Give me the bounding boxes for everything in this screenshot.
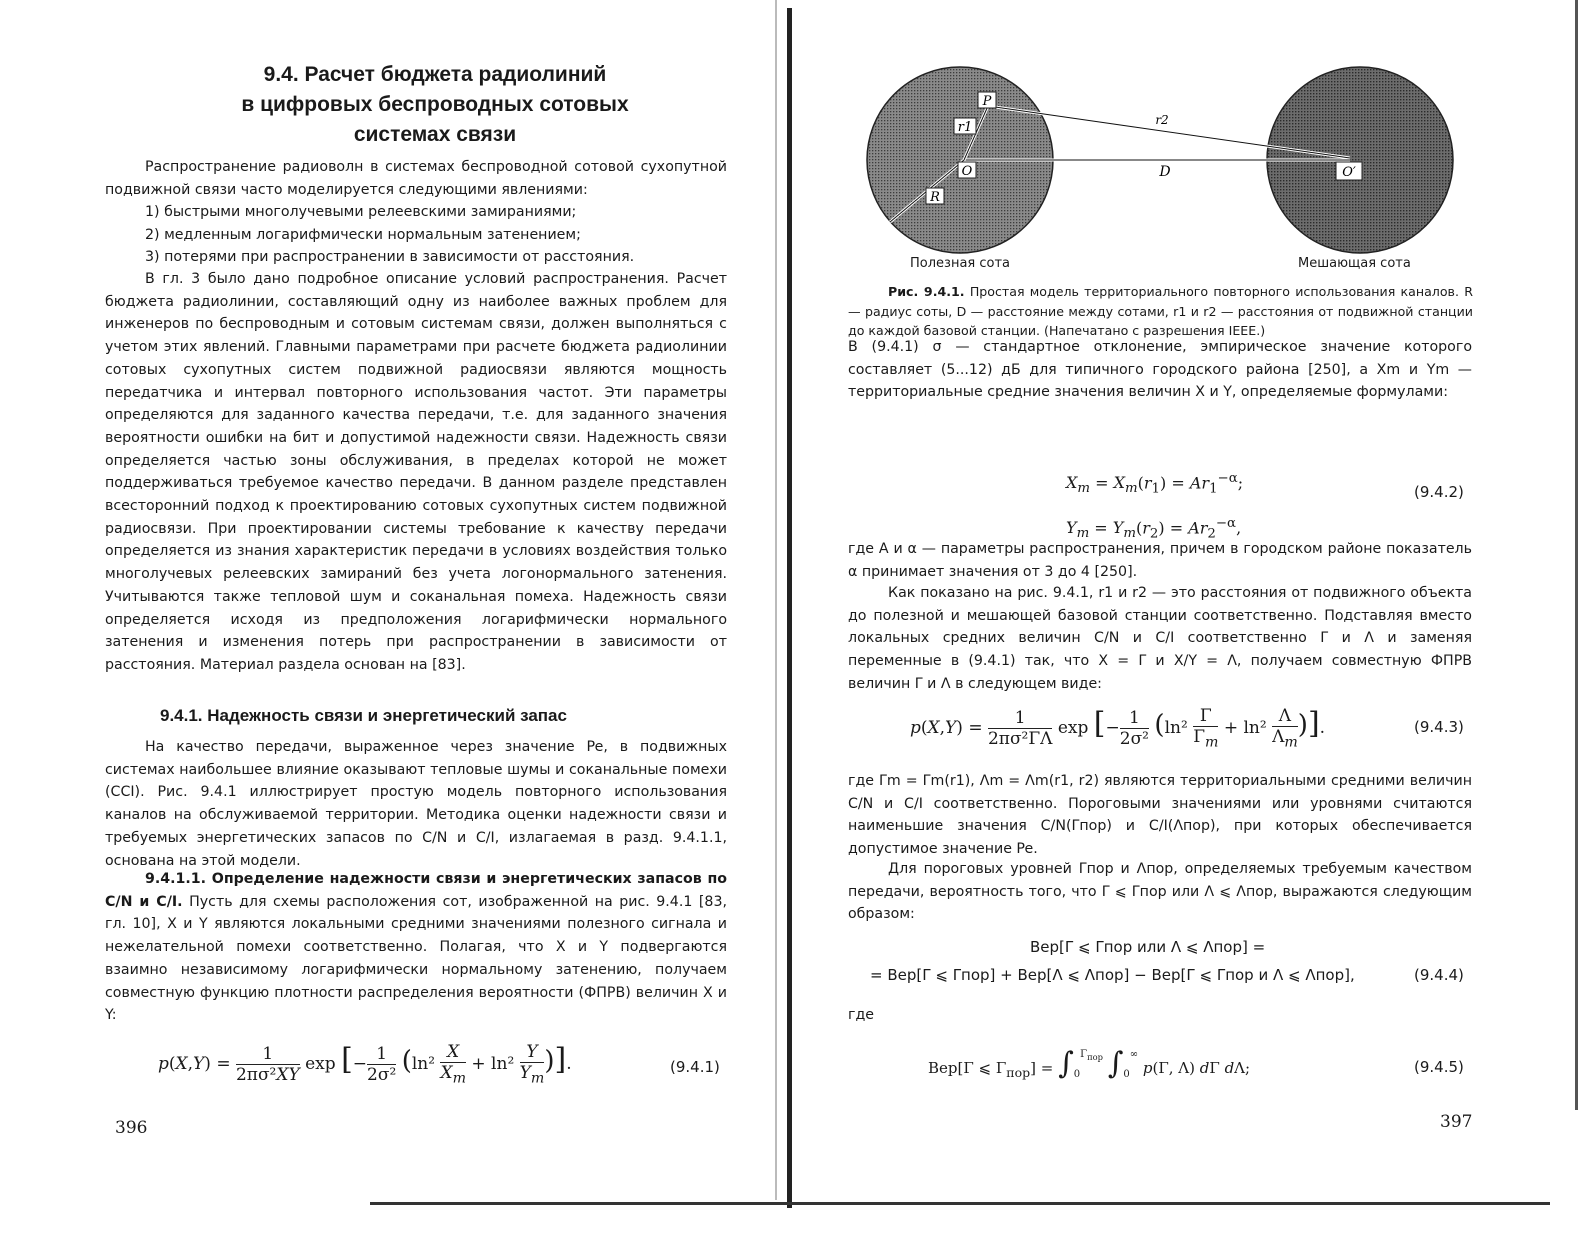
equation-9-4-4-line1: Вер[Γ ⩽ Γпор или Λ ⩽ Λпор] =: [1030, 938, 1266, 956]
equation-number: (9.4.4): [1414, 966, 1464, 984]
equation-number: (9.4.5): [1414, 1058, 1464, 1076]
D-label: D: [1159, 164, 1171, 180]
body-paragraph: Для пороговых уровней Γпор и Λпор, определяемых требуемым качеством передачи, вероятность того, что Γ ⩽ Γпор или Λ ⩽ Λпор, выражаются следующим образом:: [848, 861, 1472, 923]
body-paragraph: где Γm = Γm(r1), Λm = Λm(r1, r2) являются территориальными средними величин C/N и C/I соответственно. Пороговыми значениями или уровнями считаются наименьшие значения C/N(Γпор) и C/I(Λпор), при которых обеспечивается допустимое значение Pe.: [848, 773, 1472, 858]
intro-paragraph: Распространение радиоволн в системах беспроводной сотовой сухопутной подвижной связи часто моделируется следующими явлениями:: [105, 159, 727, 198]
section-title: 9.4. Расчет бюджета радиолиний в цифровых беспроводных сотовых системах связи: [241, 63, 629, 146]
body-paragraph: где A и α — параметры распространения, причем в городском районе показатель α принимает значения от 3 до 4 [250].: [848, 541, 1472, 580]
point-O2-label: O′: [1342, 165, 1356, 180]
equation-9-4-2: $X_m = X_m(r_1) = Ar_1^{-\alpha}$; $Y_m = Y_m(r_2) = Ar_2^{-\alpha}$,: [1066, 471, 1244, 542]
point-O-label: O: [961, 164, 973, 179]
body-paragraph: На качество передачи, выраженное через значение Pe, в подвижных системах наибольшее влияние оказывают тепловые шумы и соканальные помехи (CCI). Рис. 9.4.1 иллюстрирует простую модель повторного использования каналов на обслуживаемой территории. Методика оценки надежности связи и требуемых энергетических запасов по C/N и C/I, излагаемая в разд. 9.4.1.1, основана на этой модели.: [105, 739, 727, 869]
phenomena-list: [145, 201, 735, 269]
list-item: 1) быстрыми многолучевыми релеевскими замираниями;: [145, 204, 577, 220]
list-item: 2) медленным логарифмически нормальным затенением;: [145, 226, 581, 243]
point-R-label: R: [930, 190, 940, 205]
body-paragraph: Как показано на рис. 9.4.1, r1 и r2 — это расстояния от подвижного объекта до полезной и мешающей базовой станции соответственно. Подставляя вместо локальных средних величин C/N и C/I соответственно Γ и Λ и заменяя переменные в (9.4.1) так, что X = Γ и X/Y = Λ, получаем совместную ФПРВ величин Γ и Λ в следующем виде:: [848, 585, 1472, 692]
where-word: где: [848, 1007, 874, 1023]
equation-number: (9.4.1): [670, 1058, 720, 1076]
subsubsection-title: 9.4.1.1. Определение надежности связи и энергетических запасов по C/N и C/I.: [105, 871, 727, 910]
point-P-label: P: [982, 94, 992, 109]
r1-label: r1: [957, 120, 973, 135]
page-number: 396: [115, 1118, 148, 1138]
equation-9-4-1: p(X,Y) = $\frac{1}{\text{2πσ²XY}}$ exp [− $\frac{1}{\text{2σ²}}$ (ln² $\frac{X}{X_m}$ + ln² $\frac{Y}{Y_m}$ )].: [158, 1042, 572, 1087]
r2-label: r2: [1155, 113, 1169, 127]
caption-text: Простая модель территориального повторного использования каналов. R — радиус соты, D — расстояние между сотами, r1 и r2 — расстояния от подвижной станции до каждой базовой станции. (Напечатано с разрешения IEEE.): [848, 284, 1473, 338]
body-paragraph: В (9.4.1) σ — стандартное отклонение, эмпирическое значение которого составляет (5...12) дБ для типичного городского района [250], а Xm и Ym — территориальные средние значения величин X и Y, определяемые формулами:: [848, 339, 1472, 401]
subsection-title: 9.4.1. Надежность связи и энергетический запас: [160, 706, 567, 725]
list-item: 3) потерями при распространении в зависимости от расстояния.: [145, 249, 635, 266]
page-number: 397: [1440, 1112, 1473, 1132]
cell-reuse-figure: [860, 60, 1460, 270]
equation-number: (9.4.2): [1414, 483, 1464, 501]
figure-caption: [848, 282, 1473, 341]
equation-9-4-4-line2: = Вер[Γ ⩽ Γпор] + Вер[Λ ⩽ Λпор] − Вер[Γ ⩽ Γпор и Λ ⩽ Λпор],: [870, 966, 1355, 984]
useful-cell-label: Полезная сота: [910, 256, 1011, 271]
equation-9-4-5: Вер[Γ ⩽ $\Gamma_{пор}] = \int_0^{\Gamma_{пор}}$ $\int_0^\infty$ p(Γ, Λ) dΓ dΛ;: [928, 1046, 1251, 1081]
equation-9-4-3: p(X,Y) = $\frac{1}{\text{2πσ²ΓΛ}}$ exp [− $\frac{1}{\text{2σ²}}$ (ln² $\frac{\Gamma}{\Gamma_m}$ + ln² $\frac{\Lambda}{\Lambda_m}$ )].: [910, 706, 1326, 751]
body-paragraph: В гл. 3 было дано подробное описание условий распространения. Расчет бюджета радиолинии, составляющий одну из наиболее важных проблем для инженеров по беспроводным и сотовым системам связи, должен выполняться с учетом этих явлений. Главными параметрами при расчете бюджета радиолинии сотовых сухопутных систем подвижной радиосвязи являются мощность передатчика и интервал повторного использования частот. Эти параметры определяются для заданного качества передачи, т.е. для заданного значения вероятности ошибки на бит и допустимой надежности связи. Надежность связи определяется частью зоны обслуживания, в пределах которой не может поддерживаться требуемое качество передачи. В данном разделе представлен всесторонний подход к проектированию сотовых сухопутных систем подвижной радиосвязи. При проектировании системы требование к качеству передачи определяется из знания характеристик передачи в условиях воздействия только многолучевых релеевских замираний без учета логонормального затенения. Учитываются также тепловой шум и соканальная помеха. Надежность связи определяется исходя из предположения логарифмически нормального затенения и изменения потерь при распространении в зависимости от расстояния. Материал раздела основан на [83].: [105, 271, 727, 673]
subsubsection-paragraph: [105, 868, 727, 1027]
interfering-cell-label: Мешающая сота: [1298, 256, 1411, 271]
body-text: Пусть для схемы расположения сот, изображенной на рис. 9.4.1 [83, гл. 10], X и Y являются локальными средними значениями полезного сигнала и нежелательной помехи соответственно. Полагая, что X и Y подвергаются взаимно независимому логарифмически нормальному затенению, получаем совместную функцию плотности распределения вероятности (ФПРВ) величин X и Y:: [105, 893, 727, 1024]
caption-label: Рис. 9.4.1.: [888, 284, 965, 299]
equation-number: (9.4.3): [1414, 718, 1464, 736]
left-page: [0, 0, 790, 1236]
